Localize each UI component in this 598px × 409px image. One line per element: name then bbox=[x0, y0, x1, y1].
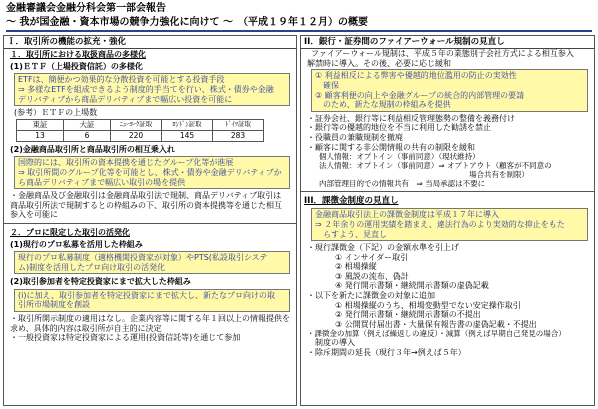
section-divider bbox=[301, 191, 594, 192]
table-header-cell: ﾄﾞｲﾂ証取 bbox=[213, 119, 264, 130]
box-line: ⇒ 取引所間のグループ化等を可能とし、株式・債券や金融デリバティブか bbox=[18, 167, 282, 177]
etf-reference-label: (参考）ＥＴＦの上場数 bbox=[14, 108, 98, 118]
box-line: ら商品デリバティブまで幅広い取引の場を提供 bbox=[18, 177, 186, 187]
list-item: ③ 風説の流布、偽計 bbox=[335, 271, 409, 281]
bullet-line: ・取引所開示制度の適用はなし。企業内容等に関する年１回以上の情報提供を bbox=[10, 314, 290, 324]
section-1-title: Ｉ．取引所の機能の拡充・強化 bbox=[4, 36, 296, 49]
box-line: らすよう、見直し bbox=[315, 229, 387, 239]
bullet-line: 求め、具体的内容は取引所が自主的に決定 bbox=[10, 323, 162, 333]
report-subtitle: ～ 我が国金融・資本市場の競争力強化に向けて ～ （平成１９年１２月）の概要 bbox=[6, 17, 368, 28]
section-1-1-title: １．取引所における取扱商品の多様化 bbox=[10, 50, 146, 60]
left-column bbox=[3, 35, 297, 406]
exchange-mutual-entry-title: (2)金融商品取引所と商品取引所の相互乗入れ bbox=[10, 144, 175, 154]
specified-investor-title: (2)取引参加者を特定投資家にまで拡大した枠組み bbox=[10, 277, 191, 287]
section-2-intro-line: ファイアーウォール規制は、平成５年の業態別子会社方式による相互参入 bbox=[311, 49, 574, 59]
bullet-line: ・金融商品及び金融取引は金融商品取引法で規制、商品デリバティブ取引は bbox=[10, 191, 282, 201]
table-header-cell: ﾆｭｰﾖｰｸ証取 bbox=[111, 119, 162, 130]
bullet-line: ・証券会社、銀行等に利益相反管理態勢の整備を義務付け bbox=[307, 113, 515, 123]
table-row bbox=[17, 130, 264, 141]
box-line: ム)制度を活用したプロ向け取引の活発化 bbox=[18, 262, 166, 272]
box-line: ① 利益相反による弊害や優越的地位濫用の防止の実効性 bbox=[315, 71, 517, 81]
report-header bbox=[6, 3, 592, 31]
box-line: ② 顧客利便の向上や金融グループの統合的内部管理の要請 bbox=[315, 90, 525, 100]
bullet-line: ・一般投資家は特定投資家による運用(投資信託等)を通じて参加 bbox=[10, 333, 241, 343]
list-item: ・現行課徴金（下記）の金額水準を引上げ bbox=[307, 243, 459, 253]
section-divider bbox=[4, 223, 296, 224]
box-line: 金融商品取引法上の課徴金制度は平成１７年に導入 bbox=[315, 210, 499, 220]
list-item: ① インサイダー取引 bbox=[335, 252, 409, 262]
table-header-cell: 東証 bbox=[17, 119, 64, 130]
etf-box-line: ⇒ 多様なETFを組成できるよう制度的手当てを行い、株式・債券や金融 bbox=[18, 84, 274, 94]
exchange-mutual-entry-bullets bbox=[4, 191, 296, 220]
table-header-cell: ﾛﾝﾄﾞﾝ証取 bbox=[162, 119, 213, 130]
surcharge-list bbox=[301, 243, 594, 358]
detail-line: 内部管理目的での情報共有 ⇒ 当局承認は不要に bbox=[319, 179, 486, 189]
bullet-line: ・顧客に関する非公開情報の共有の制限を緩和 bbox=[307, 142, 475, 152]
section-3-title-text: III．課徴金制度の見直し bbox=[304, 196, 399, 207]
bullet-line: ・役職員の兼職規制を撤廃 bbox=[307, 132, 403, 142]
exchange-mutual-entry-box bbox=[14, 156, 290, 189]
etf-box-line: デリバティブから商品デリバティブまで幅広い投資を可能に bbox=[18, 94, 233, 104]
table-cell: 220 bbox=[111, 130, 162, 141]
list-item: ② 発行開示書類・継続開示書類の不提出 bbox=[335, 310, 481, 320]
specified-investor-box bbox=[14, 289, 290, 312]
table-cell: 13 bbox=[17, 130, 64, 141]
box-line: 国際的には、取引所の資本提携を通じたグループ化等が進展 bbox=[18, 158, 234, 168]
table-cell: 145 bbox=[162, 130, 213, 141]
list-item: ① 相場操縦のうち、相場変動型でない安定操作取引 bbox=[335, 300, 521, 310]
etf-listing-table bbox=[16, 119, 264, 142]
header-divider bbox=[6, 30, 592, 32]
list-item: ③ 公開買付届出書・大量保有報告書の虚偽記載・不提出 bbox=[335, 319, 537, 329]
section-2-title: II．銀行・証券間のファイアーウォール規制の見直し bbox=[301, 36, 594, 49]
list-item: ・以下を新たに課徴金の対象に追加 bbox=[307, 291, 435, 301]
box-line: のため、新たな規制の枠組みを提供 bbox=[315, 100, 451, 110]
section-1-2-title: ２．プロに限定した取引の活発化 bbox=[10, 227, 130, 237]
box-line: ⇒ ２年余りの運用実績を踏まえ、違法行為のより実効的な抑止をもた bbox=[315, 219, 565, 229]
list-item: 制度の導入 bbox=[315, 338, 355, 348]
bullet-line: 商品取引所法で規制するとの枠組みの下、取引所の資本提携等を通じた相互 bbox=[10, 200, 282, 210]
bullet-line: 参入を可能に bbox=[10, 210, 58, 220]
pro-private-placement-box bbox=[14, 251, 290, 274]
box-line: (i)に加え、取引参加者を特定投資家にまで拡大し、新たなプロ向けの取 bbox=[18, 290, 275, 300]
etf-title: (1)ＥＴＦ（上場投資信託）の多様化 bbox=[10, 61, 143, 71]
table-cell: 283 bbox=[213, 130, 264, 141]
section-2-intro-line: 解禁時に導入。その後、必要に応じ緩和 bbox=[307, 58, 451, 68]
list-item: ・課徴金の加算（例えば繰返しの違反）・減算（例えば早期自己発見の場合） bbox=[307, 329, 566, 339]
section-3-title bbox=[301, 195, 594, 207]
box-line: 現行のプロ私募制度（適格機関投資家が対象）やPTS(私設取引システ bbox=[18, 253, 268, 263]
box-line: 引所市場制度を創設 bbox=[18, 300, 90, 310]
detail-line: 個人情報：オプトイン（事前同意）（現状維持） bbox=[319, 152, 480, 162]
right-column bbox=[300, 35, 595, 406]
list-item: ・除斥期間の延長（現行３年→例えば５年） bbox=[307, 348, 466, 358]
specified-investor-bullets bbox=[4, 314, 296, 343]
surcharge-summary-box bbox=[311, 208, 588, 241]
table-cell: 6 bbox=[64, 130, 111, 141]
etf-box-line: ETFは、簡便かつ効果的な分散投資を可能とする投資手段 bbox=[18, 75, 225, 85]
report-title: 金融審議会金融分科会第一部会報告 bbox=[6, 3, 166, 14]
firewall-bullets bbox=[301, 114, 594, 152]
list-item: ② 相場操縦 bbox=[335, 262, 377, 272]
etf-summary-box bbox=[14, 73, 290, 106]
detail-line: 場合共有を制限） bbox=[319, 170, 529, 180]
pro-private-placement-title: (1)現行のプロ私募を活用した枠組み bbox=[10, 239, 143, 249]
bullet-line: ・銀行等の優越的地位を不当に利用した勧誘を禁止 bbox=[307, 123, 491, 133]
list-item: ④ 発行開示書類・継続開示書類の虚偽記載 bbox=[335, 281, 489, 291]
information-sharing-details bbox=[301, 152, 594, 188]
box-line: 確保 bbox=[315, 80, 339, 90]
detail-line: 法人情報：オプトイン（事前同意）⇒ オプトアウト（顧客が不同意の bbox=[319, 161, 552, 171]
firewall-objectives-box bbox=[311, 69, 588, 111]
table-header-cell: 大証 bbox=[64, 119, 111, 130]
table-row bbox=[17, 119, 264, 130]
